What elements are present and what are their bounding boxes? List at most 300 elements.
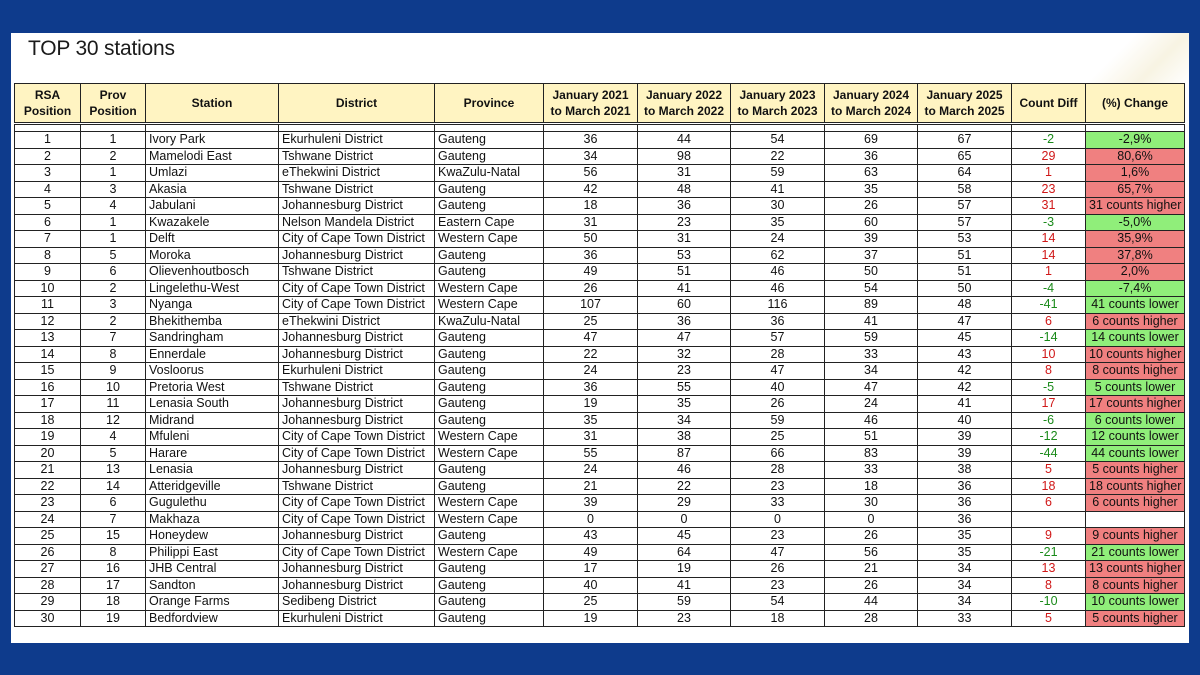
- cell-2021: 24: [544, 363, 638, 380]
- cell-station: Nyanga: [146, 297, 279, 314]
- cell-rsa-position: 26: [15, 544, 81, 561]
- cell-2025: 39: [918, 445, 1012, 462]
- cell-2023: 0: [731, 511, 825, 528]
- cell-district: City of Cape Town District: [279, 231, 435, 248]
- cell-2025: 36: [918, 478, 1012, 495]
- cell-station: Olievenhoutbosch: [146, 264, 279, 281]
- cell-rsa-position: 8: [15, 247, 81, 264]
- cell-station: Vosloorus: [146, 363, 279, 380]
- table-row[interactable]: [15, 297, 1185, 314]
- cell-prov-position: 18: [81, 594, 146, 611]
- col-header-2023[interactable]: January 2023 to March 2023: [731, 84, 825, 124]
- cell-2023: 46: [731, 280, 825, 297]
- table-row[interactable]: [15, 396, 1185, 413]
- cell-percent-change: 35,9%: [1086, 231, 1185, 248]
- cell-2021: 47: [544, 330, 638, 347]
- cell-prov-position: 1: [81, 214, 146, 231]
- table-row[interactable]: [15, 429, 1185, 446]
- cell-district: City of Cape Town District: [279, 445, 435, 462]
- table-row[interactable]: [15, 132, 1185, 149]
- cell-rsa-position: 15: [15, 363, 81, 380]
- cell-rsa-position: 16: [15, 379, 81, 396]
- cell-percent-change: 65,7%: [1086, 181, 1185, 198]
- cell-2022: 60: [638, 297, 731, 314]
- cell-rsa-position: 4: [15, 181, 81, 198]
- cell-2025: 40: [918, 412, 1012, 429]
- cell-2025: 38: [918, 462, 1012, 479]
- cell-count-diff: 1: [1012, 165, 1086, 182]
- cell-province: KwaZulu-Natal: [435, 165, 544, 182]
- table-row[interactable]: [15, 412, 1185, 429]
- cell-station: Gugulethu: [146, 495, 279, 512]
- cell-2021: 18: [544, 198, 638, 215]
- table-row[interactable]: [15, 346, 1185, 363]
- cell-prov-position: 9: [81, 363, 146, 380]
- cell-2025: 53: [918, 231, 1012, 248]
- cell-rsa-position: 19: [15, 429, 81, 446]
- cell-percent-change: 6 counts higher: [1086, 495, 1185, 512]
- cell-2023: 18: [731, 610, 825, 627]
- cell-2024: 56: [825, 544, 918, 561]
- table-row[interactable]: [15, 495, 1185, 512]
- cell-2022: 45: [638, 528, 731, 545]
- cell-2022: 87: [638, 445, 731, 462]
- cell-province: Gauteng: [435, 561, 544, 578]
- cell-2023: 66: [731, 445, 825, 462]
- cell-2022: 0: [638, 511, 731, 528]
- cell-count-diff: -41: [1012, 297, 1086, 314]
- cell-count-diff: -21: [1012, 544, 1086, 561]
- table-row[interactable]: [15, 214, 1185, 231]
- cell-percent-change: 12 counts lower: [1086, 429, 1185, 446]
- cell-count-diff: -4: [1012, 280, 1086, 297]
- cell-2023: 28: [731, 346, 825, 363]
- cell-2023: 46: [731, 264, 825, 281]
- cell-2024: 46: [825, 412, 918, 429]
- cell-2024: 26: [825, 198, 918, 215]
- cell-2021: 42: [544, 181, 638, 198]
- cell-2024: 44: [825, 594, 918, 611]
- cell-2021: 36: [544, 379, 638, 396]
- cell-count-diff: 9: [1012, 528, 1086, 545]
- cell-2025: 36: [918, 511, 1012, 528]
- cell-district: City of Cape Town District: [279, 511, 435, 528]
- cell-province: Western Cape: [435, 495, 544, 512]
- cell-district: City of Cape Town District: [279, 429, 435, 446]
- cell-2023: 22: [731, 148, 825, 165]
- cell-percent-change: 9 counts higher: [1086, 528, 1185, 545]
- cell-province: Gauteng: [435, 379, 544, 396]
- cell-district: Tshwane District: [279, 181, 435, 198]
- cell-2021: 55: [544, 445, 638, 462]
- table-row[interactable]: [15, 363, 1185, 380]
- cell-2024: 59: [825, 330, 918, 347]
- table-row[interactable]: [15, 148, 1185, 165]
- col-header-prov-position[interactable]: Prov Position: [81, 84, 146, 124]
- cell-rsa-position: 12: [15, 313, 81, 330]
- cell-2022: 47: [638, 330, 731, 347]
- cell-percent-change: 8 counts higher: [1086, 577, 1185, 594]
- cell-prov-position: 5: [81, 247, 146, 264]
- cell-2025: 42: [918, 379, 1012, 396]
- cell-district: Johannesburg District: [279, 462, 435, 479]
- cell-province: Western Cape: [435, 297, 544, 314]
- cell-province: Gauteng: [435, 148, 544, 165]
- cell-count-diff: 14: [1012, 231, 1086, 248]
- cell-rsa-position: 29: [15, 594, 81, 611]
- cell-percent-change: 41 counts lower: [1086, 297, 1185, 314]
- table-row[interactable]: [15, 544, 1185, 561]
- table-row[interactable]: [15, 528, 1185, 545]
- cell-2021: 25: [544, 594, 638, 611]
- cell-2023: 62: [731, 247, 825, 264]
- cell-station: Delft: [146, 231, 279, 248]
- cell-2024: 39: [825, 231, 918, 248]
- cell-2025: 57: [918, 214, 1012, 231]
- cell-percent-change: 31 counts higher: [1086, 198, 1185, 215]
- cell-count-diff: 14: [1012, 247, 1086, 264]
- cell-station: Midrand: [146, 412, 279, 429]
- cell-station: Ennerdale: [146, 346, 279, 363]
- cell-district: Nelson Mandela District: [279, 214, 435, 231]
- cell-count-diff: 1: [1012, 264, 1086, 281]
- cell-2024: 41: [825, 313, 918, 330]
- cell-2025: 34: [918, 577, 1012, 594]
- cell-2021: 35: [544, 412, 638, 429]
- cell-count-diff: 18: [1012, 478, 1086, 495]
- cell-2022: 36: [638, 313, 731, 330]
- cell-prov-position: 7: [81, 511, 146, 528]
- cell-province: Gauteng: [435, 594, 544, 611]
- cell-2022: 38: [638, 429, 731, 446]
- cell-rsa-position: 30: [15, 610, 81, 627]
- cell-percent-change: -5,0%: [1086, 214, 1185, 231]
- cell-2021: 24: [544, 462, 638, 479]
- cell-station: Jabulani: [146, 198, 279, 215]
- cell-2023: 30: [731, 198, 825, 215]
- cell-2025: 34: [918, 594, 1012, 611]
- cell-2024: 24: [825, 396, 918, 413]
- cell-2022: 34: [638, 412, 731, 429]
- cell-rsa-position: 7: [15, 231, 81, 248]
- cell-province: Western Cape: [435, 429, 544, 446]
- cell-prov-position: 5: [81, 445, 146, 462]
- cell-2024: 33: [825, 346, 918, 363]
- cell-2021: 31: [544, 214, 638, 231]
- cell-prov-position: 3: [81, 297, 146, 314]
- cell-2023: 40: [731, 379, 825, 396]
- cell-count-diff: -2: [1012, 132, 1086, 149]
- cell-district: Tshwane District: [279, 264, 435, 281]
- table-row[interactable]: [15, 231, 1185, 248]
- cell-district: Ekurhuleni District: [279, 363, 435, 380]
- cell-count-diff: 29: [1012, 148, 1086, 165]
- cell-station: Moroka: [146, 247, 279, 264]
- table-row[interactable]: [15, 511, 1185, 528]
- cell-percent-change: 10 counts lower: [1086, 594, 1185, 611]
- cell-count-diff: -12: [1012, 429, 1086, 446]
- stations-table: [14, 83, 1185, 627]
- cell-2025: 64: [918, 165, 1012, 182]
- cell-percent-change: 21 counts lower: [1086, 544, 1185, 561]
- cell-prov-position: 16: [81, 561, 146, 578]
- cell-prov-position: 1: [81, 165, 146, 182]
- cell-station: Umlazi: [146, 165, 279, 182]
- cell-count-diff: 5: [1012, 610, 1086, 627]
- cell-2021: 34: [544, 148, 638, 165]
- cell-rsa-position: 14: [15, 346, 81, 363]
- cell-province: Gauteng: [435, 264, 544, 281]
- cell-station: Philippi East: [146, 544, 279, 561]
- cell-province: Gauteng: [435, 462, 544, 479]
- header-row: [15, 84, 1185, 124]
- cell-prov-position: 7: [81, 330, 146, 347]
- cell-station: Atteridgeville: [146, 478, 279, 495]
- cell-2021: 40: [544, 577, 638, 594]
- cell-province: Gauteng: [435, 132, 544, 149]
- cell-count-diff: [1012, 511, 1086, 528]
- cell-percent-change: 14 counts lower: [1086, 330, 1185, 347]
- cell-prov-position: 1: [81, 132, 146, 149]
- table-row[interactable]: [15, 610, 1185, 627]
- cell-2023: 36: [731, 313, 825, 330]
- table-row[interactable]: [15, 280, 1185, 297]
- cell-2021: 21: [544, 478, 638, 495]
- cell-rsa-position: 10: [15, 280, 81, 297]
- col-header-2022[interactable]: January 2022 to March 2022: [638, 84, 731, 124]
- cell-station: Kwazakele: [146, 214, 279, 231]
- cell-prov-position: 2: [81, 313, 146, 330]
- cell-prov-position: 2: [81, 148, 146, 165]
- cell-prov-position: 4: [81, 429, 146, 446]
- cell-2025: 50: [918, 280, 1012, 297]
- cell-province: Western Cape: [435, 445, 544, 462]
- cell-prov-position: 11: [81, 396, 146, 413]
- cell-percent-change: [1086, 511, 1185, 528]
- cell-station: Lingelethu-West: [146, 280, 279, 297]
- cell-2022: 41: [638, 577, 731, 594]
- cell-district: Johannesburg District: [279, 396, 435, 413]
- cell-2022: 23: [638, 363, 731, 380]
- cell-prov-position: 8: [81, 346, 146, 363]
- cell-rsa-position: 20: [15, 445, 81, 462]
- cell-2023: 35: [731, 214, 825, 231]
- col-header-district[interactable]: District: [279, 84, 435, 124]
- cell-province: Gauteng: [435, 396, 544, 413]
- col-header-rsa-position[interactable]: RSA Position: [15, 84, 81, 124]
- cell-count-diff: 31: [1012, 198, 1086, 215]
- cell-2024: 30: [825, 495, 918, 512]
- cell-rsa-position: 23: [15, 495, 81, 512]
- cell-percent-change: 44 counts lower: [1086, 445, 1185, 462]
- cell-district: eThekwini District: [279, 313, 435, 330]
- cell-percent-change: 5 counts lower: [1086, 379, 1185, 396]
- cell-2024: 34: [825, 363, 918, 380]
- cell-2024: 21: [825, 561, 918, 578]
- cell-2025: 57: [918, 198, 1012, 215]
- cell-percent-change: -7,4%: [1086, 280, 1185, 297]
- cell-prov-position: 8: [81, 544, 146, 561]
- cell-district: Johannesburg District: [279, 247, 435, 264]
- table-row[interactable]: [15, 561, 1185, 578]
- cell-2022: 23: [638, 214, 731, 231]
- cell-2024: 37: [825, 247, 918, 264]
- cell-percent-change: 10 counts higher: [1086, 346, 1185, 363]
- cell-rsa-position: 24: [15, 511, 81, 528]
- cell-district: City of Cape Town District: [279, 280, 435, 297]
- cell-2022: 31: [638, 231, 731, 248]
- cell-2025: 36: [918, 495, 1012, 512]
- table-row[interactable]: [15, 330, 1185, 347]
- cell-rsa-position: 25: [15, 528, 81, 545]
- cell-2023: 23: [731, 577, 825, 594]
- col-header-count-diff[interactable]: Count Diff: [1012, 84, 1086, 124]
- cell-2025: 41: [918, 396, 1012, 413]
- table-row[interactable]: [15, 264, 1185, 281]
- cell-2022: 23: [638, 610, 731, 627]
- col-header-2021[interactable]: January 2021 to March 2021: [544, 84, 638, 124]
- cell-rsa-position: 28: [15, 577, 81, 594]
- table-row[interactable]: [15, 594, 1185, 611]
- cell-percent-change: 13 counts higher: [1086, 561, 1185, 578]
- cell-2023: 28: [731, 462, 825, 479]
- cell-station: Mfuleni: [146, 429, 279, 446]
- cell-prov-position: 14: [81, 478, 146, 495]
- cell-2025: 65: [918, 148, 1012, 165]
- cell-district: Johannesburg District: [279, 561, 435, 578]
- cell-2021: 56: [544, 165, 638, 182]
- cell-district: Tshwane District: [279, 148, 435, 165]
- cell-prov-position: 6: [81, 264, 146, 281]
- col-header-percent-change[interactable]: (%) Change: [1086, 84, 1185, 124]
- cell-2023: 41: [731, 181, 825, 198]
- cell-station: Orange Farms: [146, 594, 279, 611]
- table-row[interactable]: [15, 577, 1185, 594]
- cell-2022: 55: [638, 379, 731, 396]
- cell-2024: 33: [825, 462, 918, 479]
- cell-station: Sandringham: [146, 330, 279, 347]
- cell-percent-change: -2,9%: [1086, 132, 1185, 149]
- table-row[interactable]: [15, 379, 1185, 396]
- cell-2021: 19: [544, 396, 638, 413]
- cell-2024: 83: [825, 445, 918, 462]
- cell-province: Gauteng: [435, 181, 544, 198]
- cell-province: Gauteng: [435, 412, 544, 429]
- col-header-province[interactable]: Province: [435, 84, 544, 124]
- cell-2021: 0: [544, 511, 638, 528]
- cell-district: Johannesburg District: [279, 412, 435, 429]
- cell-count-diff: 13: [1012, 561, 1086, 578]
- cell-2022: 64: [638, 544, 731, 561]
- cell-2023: 26: [731, 396, 825, 413]
- table-row[interactable]: [15, 165, 1185, 182]
- cell-station: Pretoria West: [146, 379, 279, 396]
- cell-station: Akasia: [146, 181, 279, 198]
- cell-2022: 41: [638, 280, 731, 297]
- cell-station: Lenasia: [146, 462, 279, 479]
- cell-province: Gauteng: [435, 330, 544, 347]
- spacer-row: [15, 124, 1185, 132]
- cell-district: Ekurhuleni District: [279, 610, 435, 627]
- cell-rsa-position: 5: [15, 198, 81, 215]
- cell-2022: 46: [638, 462, 731, 479]
- cell-prov-position: 17: [81, 577, 146, 594]
- cell-2024: 36: [825, 148, 918, 165]
- cell-2025: 58: [918, 181, 1012, 198]
- cell-district: City of Cape Town District: [279, 297, 435, 314]
- cell-2025: 51: [918, 247, 1012, 264]
- col-header-station[interactable]: Station: [146, 84, 279, 124]
- cell-2024: 0: [825, 511, 918, 528]
- cell-2025: 67: [918, 132, 1012, 149]
- col-header-2025[interactable]: January 2025 to March 2025: [918, 84, 1012, 124]
- cell-2023: 57: [731, 330, 825, 347]
- col-header-2024[interactable]: January 2024 to March 2024: [825, 84, 918, 124]
- cell-province: Western Cape: [435, 544, 544, 561]
- cell-rsa-position: 22: [15, 478, 81, 495]
- table-row[interactable]: [15, 181, 1185, 198]
- cell-prov-position: 3: [81, 181, 146, 198]
- cell-count-diff: 6: [1012, 313, 1086, 330]
- cell-rsa-position: 1: [15, 132, 81, 149]
- cell-province: Gauteng: [435, 247, 544, 264]
- cell-2021: 49: [544, 264, 638, 281]
- cell-2025: 34: [918, 561, 1012, 578]
- cell-percent-change: 18 counts higher: [1086, 478, 1185, 495]
- cell-2024: 51: [825, 429, 918, 446]
- cell-2021: 36: [544, 132, 638, 149]
- cell-2021: 26: [544, 280, 638, 297]
- cell-2022: 98: [638, 148, 731, 165]
- cell-count-diff: 8: [1012, 363, 1086, 380]
- cell-district: Johannesburg District: [279, 198, 435, 215]
- cell-2023: 23: [731, 528, 825, 545]
- cell-2023: 25: [731, 429, 825, 446]
- cell-percent-change: 2,0%: [1086, 264, 1185, 281]
- cell-count-diff: 10: [1012, 346, 1086, 363]
- cell-percent-change: 1,6%: [1086, 165, 1185, 182]
- cell-station: Bhekithemba: [146, 313, 279, 330]
- table-row[interactable]: [15, 445, 1185, 462]
- cell-rsa-position: 9: [15, 264, 81, 281]
- cell-rsa-position: 3: [15, 165, 81, 182]
- cell-2021: 50: [544, 231, 638, 248]
- cell-station: Harare: [146, 445, 279, 462]
- table-row[interactable]: [15, 478, 1185, 495]
- cell-rsa-position: 13: [15, 330, 81, 347]
- table-row[interactable]: [15, 198, 1185, 215]
- cell-2025: 45: [918, 330, 1012, 347]
- cell-2024: 54: [825, 280, 918, 297]
- cell-2022: 36: [638, 198, 731, 215]
- cell-2021: 39: [544, 495, 638, 512]
- cell-percent-change: 6 counts higher: [1086, 313, 1185, 330]
- cell-2024: 89: [825, 297, 918, 314]
- cell-2023: 54: [731, 594, 825, 611]
- cell-province: Gauteng: [435, 577, 544, 594]
- table-row[interactable]: [15, 462, 1185, 479]
- cell-station: Bedfordview: [146, 610, 279, 627]
- cell-count-diff: -6: [1012, 412, 1086, 429]
- table-row[interactable]: [15, 247, 1185, 264]
- cell-count-diff: -44: [1012, 445, 1086, 462]
- cell-rsa-position: 17: [15, 396, 81, 413]
- cell-rsa-position: 6: [15, 214, 81, 231]
- table-row[interactable]: [15, 313, 1185, 330]
- cell-province: Gauteng: [435, 346, 544, 363]
- cell-2023: 47: [731, 363, 825, 380]
- cell-station: Sandton: [146, 577, 279, 594]
